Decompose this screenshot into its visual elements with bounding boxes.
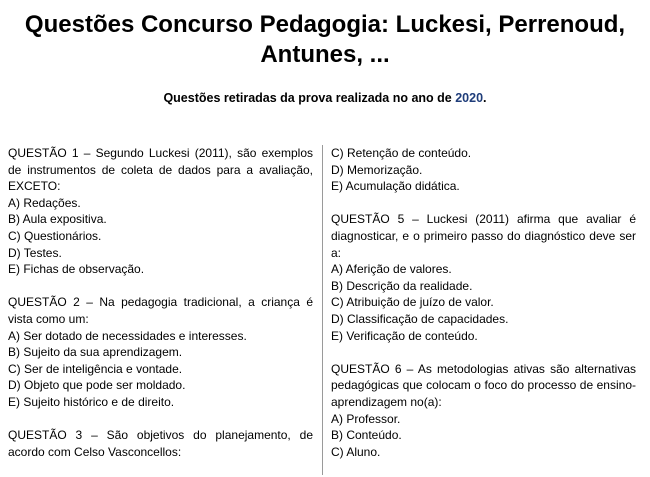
subtitle-year-link[interactable]: 2020: [455, 91, 484, 105]
option-c: C) Retenção de conteúdo.: [331, 146, 472, 160]
subtitle-text: Questões retiradas da prova realizada no ano de: [163, 91, 452, 105]
title-line-2: Antunes, ...: [260, 41, 390, 68]
option-b: B) Aula expositiva.: [8, 212, 107, 227]
option-a: A) Aferição de valores.: [331, 262, 452, 277]
option-d: D) Classificação de capacidades.: [331, 311, 509, 326]
column-divider: [322, 145, 323, 475]
option-a: A) Redações.: [8, 195, 81, 210]
question-6: [331, 361, 636, 461]
option-c: C) Atribuição de juízo de valor.: [331, 295, 494, 310]
right-column: [331, 145, 636, 477]
question-stem: QUESTÃO 6 – As metodologias ativas são alternativas pedagógicas que colocam o foco do processo de ensino-aprendizagem no(a):: [331, 361, 636, 409]
question-2: [8, 294, 313, 410]
option-a: A) Professor.: [331, 411, 401, 426]
question-1: [8, 145, 313, 278]
question-3: [8, 427, 313, 460]
left-column: [8, 145, 313, 477]
option-e: E) Sujeito histórico e de direito.: [8, 394, 175, 409]
title-line-1: Questões Concurso Pedagogia: Luckesi, Perrenoud,: [24, 11, 626, 38]
option-d: D) Memorização.: [331, 162, 423, 177]
option-c: C) Aluno.: [331, 444, 381, 459]
question-stem: QUESTÃO 3 – São objetivos do planejamento, de acordo com Celso Vasconcellos:: [8, 428, 313, 459]
option-a: A) Ser dotado de necessidades e interesses.: [8, 328, 247, 343]
option-c: C) Questionários.: [8, 228, 102, 243]
option-e: E) Fichas de observação.: [8, 262, 145, 277]
option-b: B) Sujeito da sua aprendizagem.: [8, 345, 183, 360]
page-title: [0, 10, 650, 70]
option-e: E) Acumulação didática.: [331, 179, 460, 194]
option-c: C) Ser de inteligência e vontade.: [8, 361, 183, 376]
subtitle-suffix: .: [483, 91, 487, 105]
option-b: B) Descrição da realidade.: [331, 278, 473, 293]
question-stem: QUESTÃO 1 – Segundo Luckesi (2011), são exemplos de instrumentos de coleta de dados para a avaliação, EXCETO:: [8, 146, 313, 194]
option-b: B) Conteúdo.: [331, 428, 402, 443]
option-d: D) Testes.: [8, 245, 62, 260]
question-stem: QUESTÃO 5 – Luckesi (2011) afirma que avaliar é diagnosticar, e o primeiro passo do diagnóstico deve ser a:: [331, 212, 636, 260]
option-d: D) Objeto que pode ser moldado.: [8, 378, 186, 393]
subtitle: [0, 91, 650, 105]
question-5: [331, 211, 636, 344]
question-4-continued: [331, 145, 636, 195]
question-stem: QUESTÃO 2 – Na pedagogia tradicional, a criança é vista como um:: [8, 295, 313, 326]
option-e: E) Verificação de conteúdo.: [331, 328, 478, 343]
